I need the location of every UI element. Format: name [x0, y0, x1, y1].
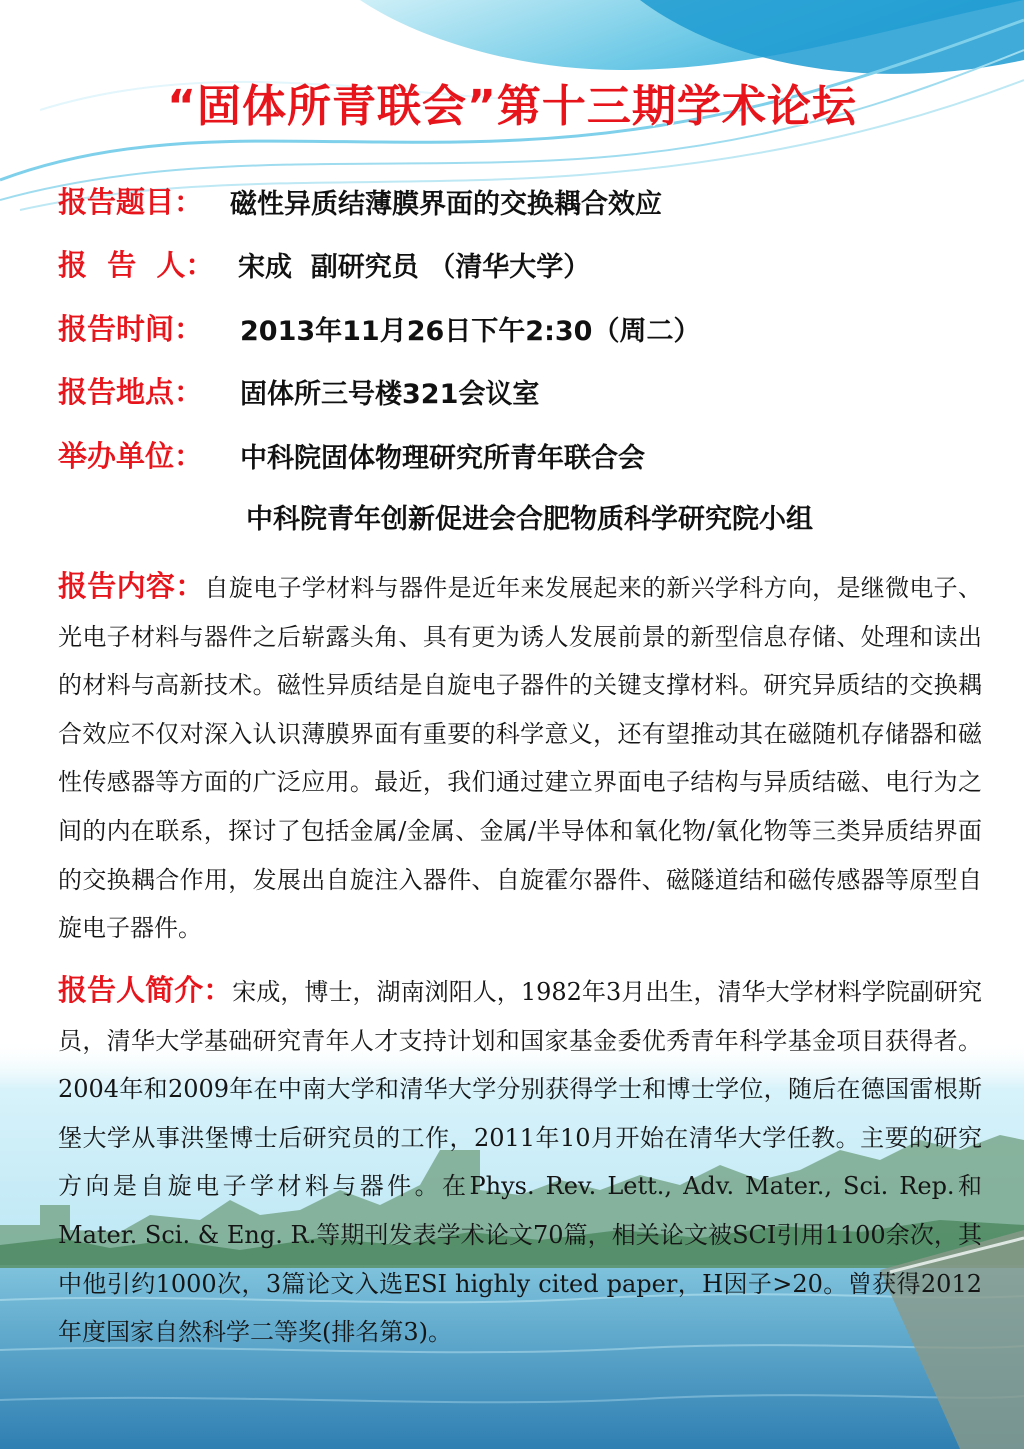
- organizer-row: [58, 434, 988, 480]
- topic-label: 报告题目：: [58, 185, 204, 219]
- organizer-value-2: 中科院青年创新促进会合肥物质科学研究院小组: [246, 504, 813, 535]
- time-row: [58, 307, 988, 353]
- bio-text: 宋成，博士，湖南浏阳人，1982年3月出生，清华大学材料学院副研究员，清华大学基础研究青年人才支持计划和国家基金委优秀青年科学基金项目获得者。2004年和2009年在中南大学和清华大学分别获得学士和博士学位，随后在德国雷根斯堡大学从事洪堡博士后研究员的工作，2011年10月开始在清华大学任教。主要的研究方向是自旋电子学材料与器件。在Phys. Rev. Lett., Adv. Mater., Sci. Rep.和Mater. Sci. & Eng. R.等期刊发表学术论文70篇，相关论文被SCI引用1100余次，其中他引约1000次，3篇论文入选ESI highly cited paper，H因子>20。曾获得2012年度国家自然科学二等奖(排名第3)。: [58, 978, 982, 1347]
- organizer-label: 举办单位：: [58, 439, 204, 473]
- topic-value: 磁性异质结薄膜界面的交换耦合效应: [230, 189, 662, 220]
- organizer-row-2: [58, 495, 988, 541]
- page-title: “固体所青联会”第十三期学术论坛: [167, 81, 857, 132]
- abstract-section: [58, 562, 982, 953]
- topic-row: [58, 180, 988, 226]
- bio-section: [58, 966, 982, 1357]
- time-value: 2013年11月26日下午2:30（周二）: [240, 316, 701, 347]
- place-row: [58, 370, 988, 416]
- speaker-value: 宋成 副研究员 （清华大学）: [238, 252, 591, 283]
- time-label: 报告时间：: [58, 312, 204, 346]
- place-label: 报告地点：: [58, 375, 204, 409]
- speaker-row: [58, 243, 988, 289]
- organizer-value-1: 中科院固体物理研究所青年联合会: [240, 443, 645, 474]
- abstract-label: 报告内容：: [58, 569, 205, 603]
- bio-label: 报告人简介：: [58, 973, 233, 1007]
- speaker-label: 报 告 人：: [58, 248, 215, 282]
- place-value: 固体所三号楼321会议室: [240, 379, 540, 410]
- abstract-text: 自旋电子学材料与器件是近年来发展起来的新兴学科方向，是继微电子、光电子材料与器件之后崭露头角、具有更为诱人发展前景的新型信息存储、处理和读出的材料与高新技术。磁性异质结是自旋电子器件的关键支撑材料。研究异质结的交换耦合效应不仅对深入认识薄膜界面有重要的科学意义，还有望推动其在磁随机存储器和磁性传感器等方面的广泛应用。最近，我们通过建立界面电子结构与异质结磁、电行为之间的内在联系，探讨了包括金属/金属、金属/半导体和氧化物/氧化物等三类异质结界面的交换耦合作用，发展出自旋注入器件、自旋霍尔器件、磁隧道结和磁传感器等原型自旋电子器件。: [58, 574, 982, 943]
